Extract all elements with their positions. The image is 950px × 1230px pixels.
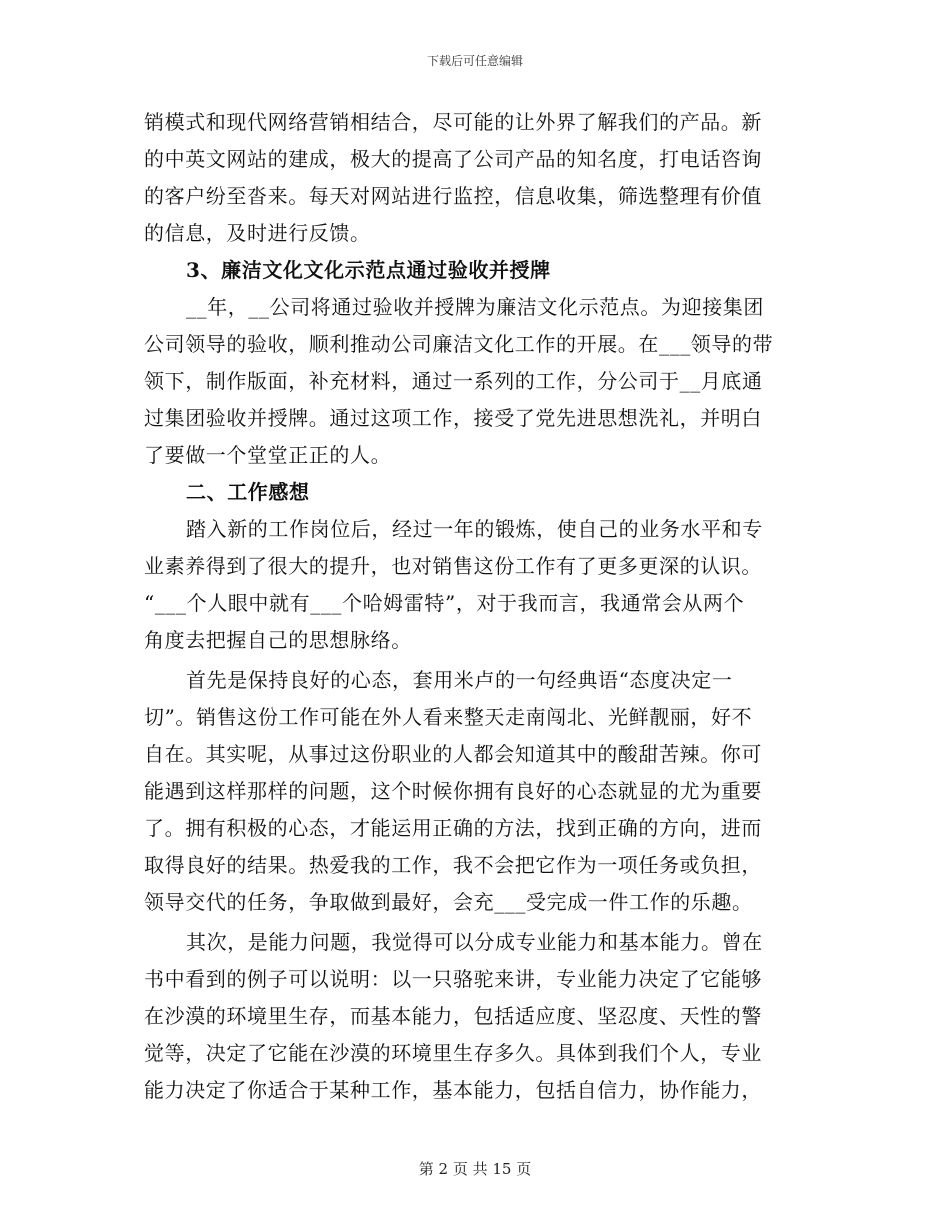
body-line: 觉等，决定了它能在沙漠的环境里生存多久。具体到我们个人，专业 — [144, 1041, 762, 1065]
body-line: “___个人眼中就有___个哈姆雷特”，对于我而言，我通常会从两个 — [144, 591, 745, 615]
body-line: 其次，是能力问题，我觉得可以分成专业能力和基本能力。曾在 — [186, 930, 763, 954]
body-line: 踏入新的工作岗位后，经过一年的锻炼，使自己的业务水平和专 — [186, 517, 763, 541]
body-line: 书中看到的例子可以说明：以一只骆驼来讲，专业能力决定了它能够 — [144, 967, 762, 991]
page-header: 下载后可任意编辑 — [426, 54, 523, 68]
body-line: 首先是保持良好的心态，套用米卢的一句经典语“态度决定一 — [186, 668, 733, 692]
body-line: 领导交代的任务，争取做到最好，会充___受完成一件工作的乐趣。 — [144, 890, 753, 914]
body-line: 能力决定了你适合于某种工作，基本能力，包括自信力，协作能力， — [144, 1078, 762, 1102]
document-body — [144, 104, 804, 1109]
body-line: 业素养得到了很大的提升，也对销售这份工作有了更多更深的认识。 — [144, 554, 762, 578]
body-line: 角度去把握自己的思想脉络。 — [144, 628, 412, 652]
body-line: 了要做一个堂堂正正的人。 — [144, 443, 392, 467]
body-line: __年，__公司将通过验收并授牌为廉洁文化示范点。为迎接集团 — [186, 295, 764, 319]
body-line: 过集团验收并授牌。通过这项工作，接受了党先进思想洗礼，并明白 — [144, 406, 762, 430]
body-line: 自在。其实呢，从事过这份职业的人都会知道其中的酸甜苦辣。你可 — [144, 742, 762, 766]
body-line: 的客户纷至沓来。每天对网站进行监控，信息收集，筛选整理有价值 — [144, 184, 762, 208]
body-line: 的中英文网站的建成，极大的提高了公司产品的知名度，打电话咨询 — [144, 147, 762, 171]
body-line: 能遇到这样那样的问题，这个时候你拥有良好的心态就显的尤为重要 — [144, 779, 762, 803]
section-heading-3: 3、廉洁文化文化示范点通过验收并授牌 — [186, 258, 551, 282]
body-line: 领下，制作版面，补充材料，通过一系列的工作，分公司于__月底通 — [144, 369, 763, 393]
body-line: 切”。销售这份工作可能在外人看来整天走南闯北、光鲜靓丽，好不 — [144, 705, 753, 729]
body-line: 的信息，及时进行反馈。 — [144, 221, 371, 245]
body-line: 了。拥有积极的心态，才能运用正确的方法，找到正确的方向，进而 — [144, 816, 762, 840]
section-heading-2: 二、工作感想 — [186, 480, 310, 504]
page-number: 第 2 页 共 15 页 — [418, 1160, 532, 1178]
body-line: 销模式和现代网络营销相结合，尽可能的让外界了解我们的产品。新 — [144, 110, 762, 134]
body-line: 公司领导的验收，顺利推动公司廉洁文化工作的开展。在___领导的带 — [144, 332, 774, 356]
body-line: 取得良好的结果。热爱我的工作，我不会把它作为一项任务或负担， — [144, 853, 762, 877]
body-line: 在沙漠的环境里生存，而基本能力，包括适应度、坚忍度、天性的警 — [144, 1004, 762, 1028]
